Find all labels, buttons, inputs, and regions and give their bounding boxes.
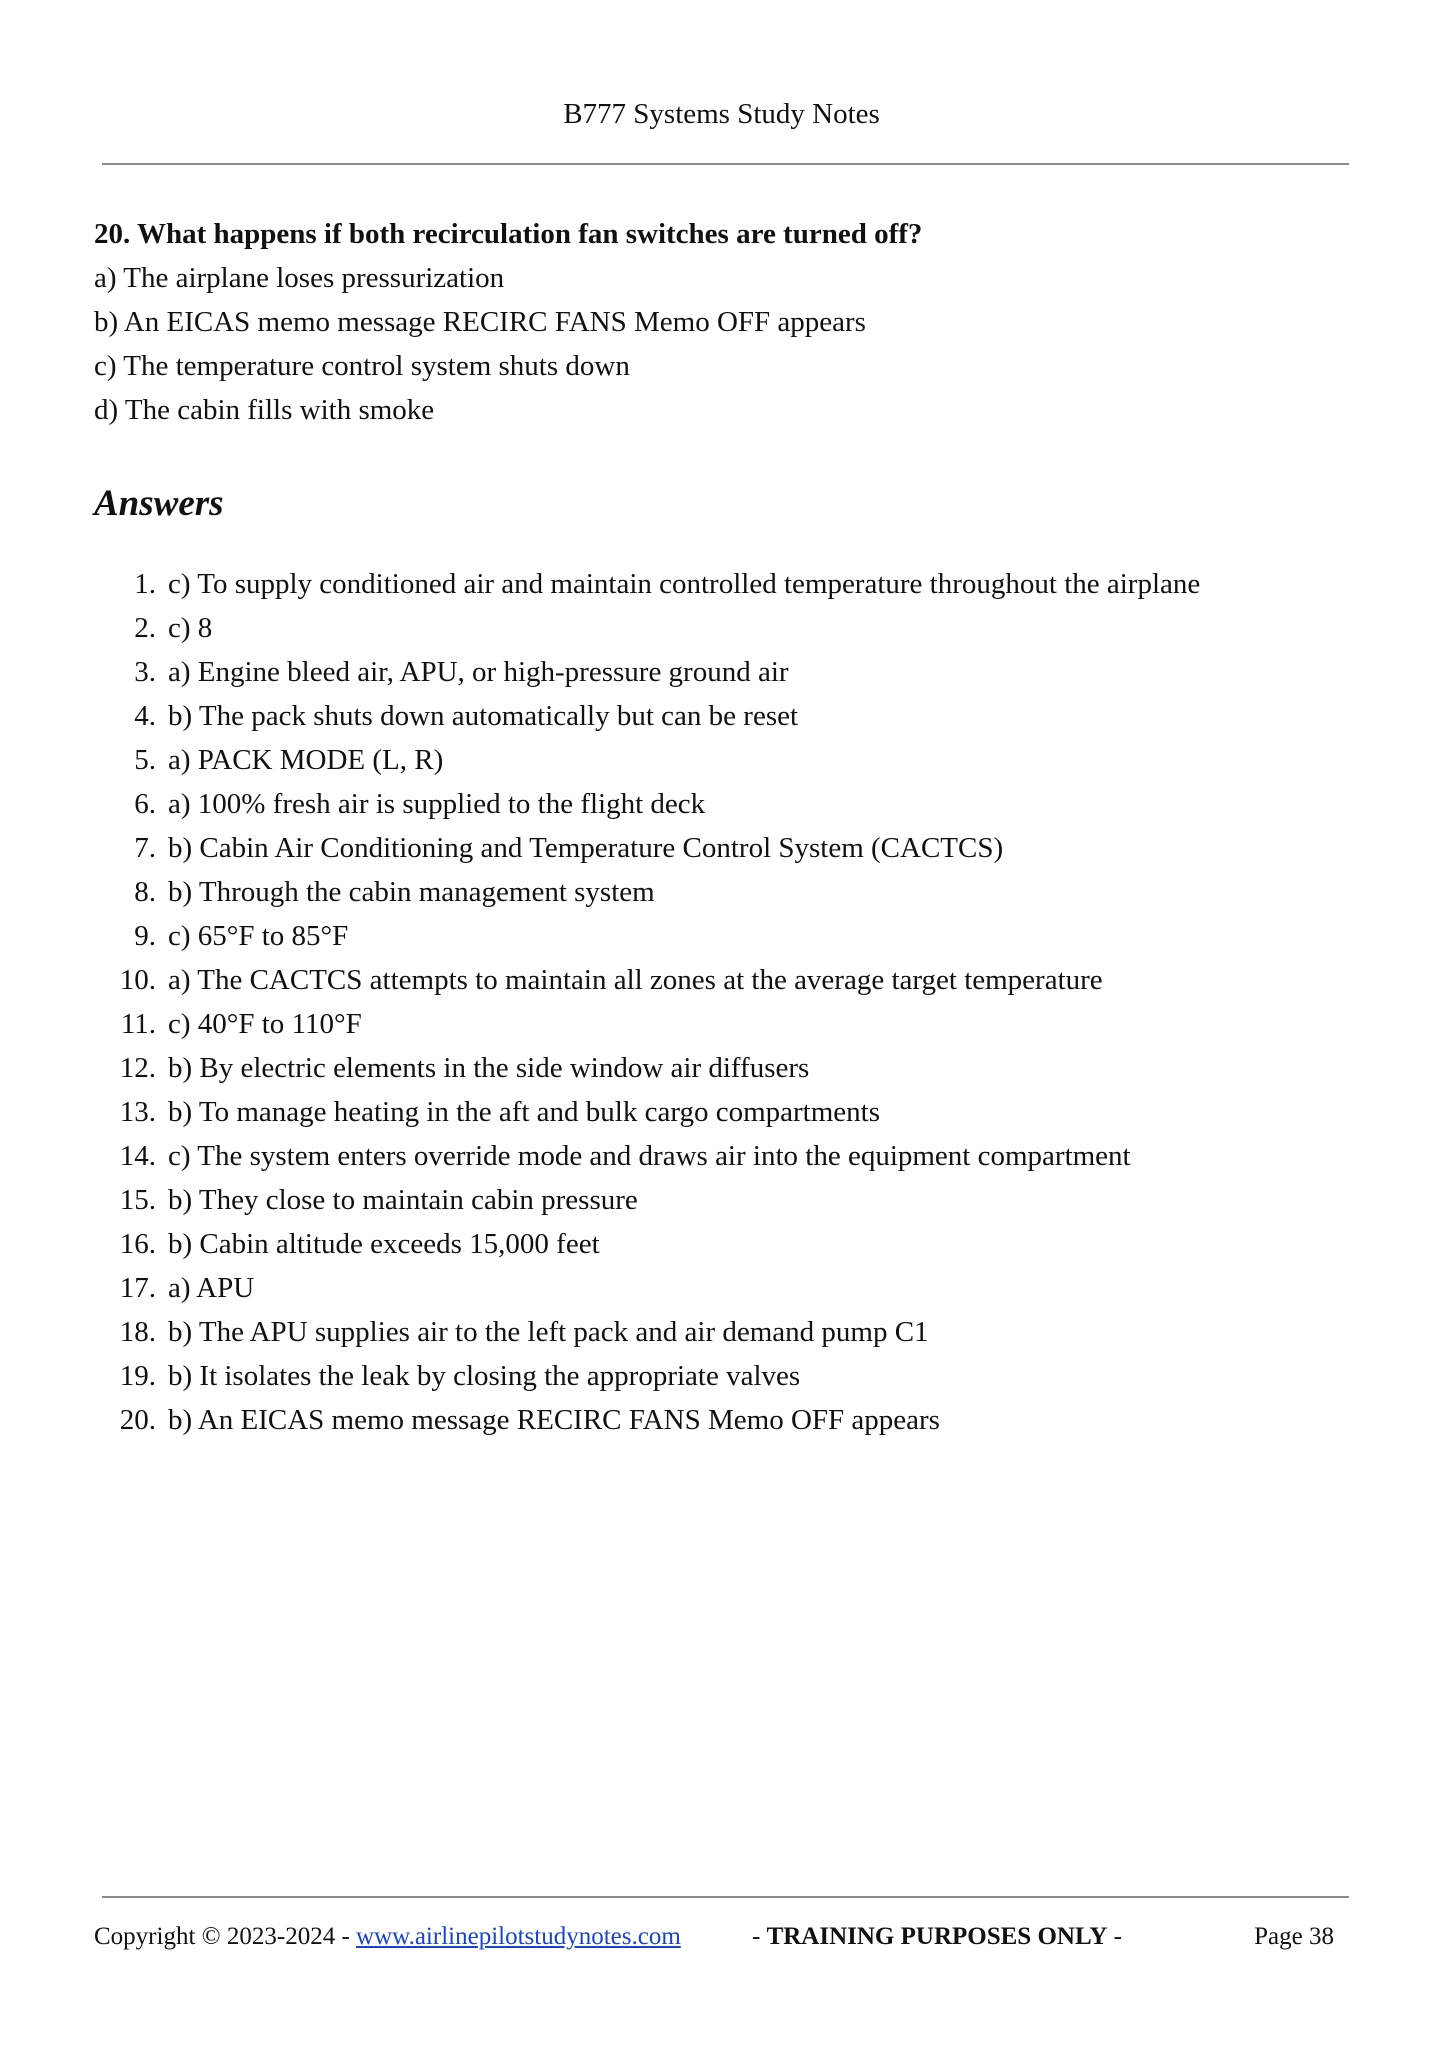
answer-number: 20. bbox=[119, 1404, 156, 1436]
answers-list bbox=[94, 562, 1354, 1442]
answer-number: 11. bbox=[120, 1008, 156, 1040]
question-option-a: a) The airplane loses pressurization bbox=[94, 262, 505, 294]
answer-number: 8. bbox=[134, 876, 156, 908]
answer-text: b) The APU supplies air to the left pack and air demand pump C1 bbox=[168, 1316, 929, 1348]
answer-number: 2. bbox=[134, 612, 156, 644]
answer-text: b) It isolates the leak by closing the appropriate valves bbox=[168, 1360, 801, 1392]
answer-item bbox=[94, 1090, 1354, 1134]
footer-copyright bbox=[94, 1917, 681, 1957]
answer-number: 10. bbox=[119, 964, 156, 996]
answer-item bbox=[94, 1222, 1354, 1266]
notice-suffix: - bbox=[1107, 1923, 1122, 1950]
answer-text: c) The system enters override mode and draws air into the equipment compartment bbox=[168, 1140, 1131, 1172]
answer-number: 6. bbox=[134, 788, 156, 820]
answer-item bbox=[94, 562, 1354, 606]
question-option-d: d) The cabin fills with smoke bbox=[94, 394, 435, 426]
answer-text: b) Cabin altitude exceeds 15,000 feet bbox=[168, 1228, 600, 1260]
answer-number: 12. bbox=[119, 1052, 156, 1084]
answer-number: 14. bbox=[119, 1140, 156, 1172]
answer-number: 15. bbox=[119, 1184, 156, 1216]
answer-text: c) 40°F to 110°F bbox=[168, 1008, 362, 1040]
question-option-c: c) The temperature control system shuts down bbox=[94, 350, 630, 382]
answer-number: 1. bbox=[134, 568, 156, 600]
answer-text: a) PACK MODE (L, R) bbox=[168, 744, 444, 776]
answer-item bbox=[94, 1002, 1354, 1046]
answer-text: a) Engine bleed air, APU, or high-pressure ground air bbox=[168, 656, 789, 688]
answer-item bbox=[94, 1398, 1354, 1442]
answer-item bbox=[94, 914, 1354, 958]
question-title: 20. What happens if both recirculation fan switches are turned off? bbox=[94, 218, 923, 250]
answer-item bbox=[94, 1266, 1354, 1310]
answer-text: c) 8 bbox=[168, 612, 213, 644]
answer-number: 4. bbox=[134, 700, 156, 732]
answer-text: a) APU bbox=[168, 1272, 255, 1304]
answer-item bbox=[94, 606, 1354, 650]
page-footer bbox=[94, 1917, 1334, 1957]
question-option-b: b) An EICAS memo message RECIRC FANS Memo OFF appears bbox=[94, 306, 866, 338]
answer-item bbox=[94, 1046, 1354, 1090]
answer-item bbox=[94, 958, 1354, 1002]
answer-number: 17. bbox=[119, 1272, 156, 1304]
answer-number: 16. bbox=[119, 1228, 156, 1260]
answer-number: 18. bbox=[119, 1316, 156, 1348]
answer-item bbox=[94, 826, 1354, 870]
answer-number: 5. bbox=[134, 744, 156, 776]
answer-text: c) 65°F to 85°F bbox=[168, 920, 349, 952]
answer-number: 7. bbox=[134, 832, 156, 864]
answer-text: b) The pack shuts down automatically but can be reset bbox=[168, 700, 799, 732]
footer-divider bbox=[102, 1896, 1349, 1898]
answer-text: b) By electric elements in the side window air diffusers bbox=[168, 1052, 810, 1084]
answer-number: 19. bbox=[119, 1360, 156, 1392]
page-header-title: B777 Systems Study Notes bbox=[563, 98, 880, 130]
answer-text: b) Through the cabin management system bbox=[168, 876, 655, 908]
answer-item bbox=[94, 1354, 1354, 1398]
answer-text: b) An EICAS memo message RECIRC FANS Memo OFF appears bbox=[168, 1404, 940, 1436]
notice-bold-text: TRAINING PURPOSES ONLY bbox=[766, 1923, 1108, 1950]
answer-text: b) To manage heating in the aft and bulk cargo compartments bbox=[168, 1096, 881, 1128]
answer-text: b) They close to maintain cabin pressure bbox=[168, 1184, 638, 1216]
header-divider bbox=[102, 163, 1349, 165]
answer-item bbox=[94, 782, 1354, 826]
answer-item bbox=[94, 738, 1354, 782]
notice-prefix: - bbox=[752, 1923, 767, 1950]
answer-item bbox=[94, 1310, 1354, 1354]
answer-text: b) Cabin Air Conditioning and Temperature Control System (CACTCS) bbox=[168, 832, 1004, 864]
copyright-text: Copyright © 2023-2024 - bbox=[94, 1923, 357, 1950]
answer-item bbox=[94, 650, 1354, 694]
question-block bbox=[94, 212, 1344, 432]
answer-item bbox=[94, 870, 1354, 914]
answers-heading: Answers bbox=[94, 483, 224, 524]
answer-item bbox=[94, 1134, 1354, 1178]
answer-text: c) To supply conditioned air and maintain controlled temperature throughout the airplane bbox=[168, 568, 1201, 600]
answer-item bbox=[94, 694, 1354, 738]
page-number: Page 38 bbox=[1254, 1923, 1334, 1950]
answer-number: 9. bbox=[134, 920, 156, 952]
website-link[interactable]: www.airlinepilotstudynotes.com bbox=[356, 1923, 681, 1950]
answer-text: a) The CACTCS attempts to maintain all zones at the average target temperature bbox=[168, 964, 1103, 996]
answer-text: a) 100% fresh air is supplied to the flight deck bbox=[168, 788, 706, 820]
answer-item bbox=[94, 1178, 1354, 1222]
footer-training-notice bbox=[752, 1917, 1122, 1957]
answer-number: 13. bbox=[119, 1096, 156, 1128]
answer-number: 3. bbox=[134, 656, 156, 688]
